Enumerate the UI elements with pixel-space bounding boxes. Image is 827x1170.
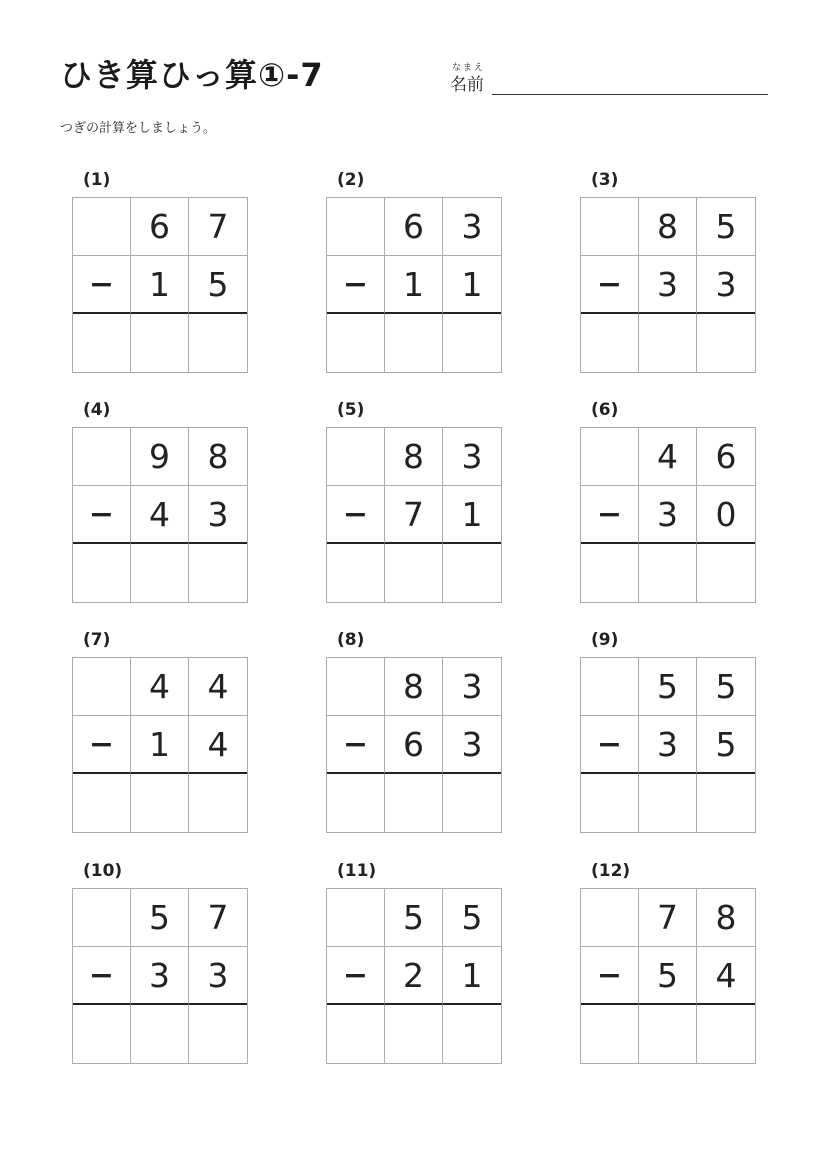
subtrahend-ones: 1 bbox=[443, 486, 501, 544]
instruction-text: つぎの計算をしましょう。 bbox=[60, 121, 217, 136]
answer-ones-cell[interactable] bbox=[443, 774, 501, 832]
answer-ones-cell[interactable] bbox=[189, 314, 247, 372]
answer-hundreds-cell[interactable] bbox=[327, 314, 385, 372]
name-ruby: なまえ bbox=[452, 63, 486, 73]
answer-tens-cell[interactable] bbox=[131, 544, 189, 602]
answer-ones-cell[interactable] bbox=[443, 1005, 501, 1063]
empty-cell bbox=[581, 428, 639, 486]
calculation-grid bbox=[326, 197, 502, 373]
answer-tens-cell[interactable] bbox=[385, 774, 443, 832]
subtrahend-ones: 3 bbox=[189, 947, 247, 1005]
subtrahend-tens: 2 bbox=[385, 947, 443, 1005]
problem-label: (3) bbox=[591, 170, 619, 190]
answer-tens-cell[interactable] bbox=[639, 314, 697, 372]
name-field bbox=[450, 60, 770, 100]
answer-hundreds-cell[interactable] bbox=[581, 544, 639, 602]
problem-label: (7) bbox=[83, 630, 111, 650]
problem-label: (9) bbox=[591, 630, 619, 650]
minus-operator: − bbox=[327, 256, 385, 314]
minus-operator: − bbox=[327, 716, 385, 774]
subtrahend-tens: 1 bbox=[131, 716, 189, 774]
minus-operator: − bbox=[73, 486, 131, 544]
answer-hundreds-cell[interactable] bbox=[73, 544, 131, 602]
minuend-tens: 8 bbox=[639, 198, 697, 256]
minuend-tens: 8 bbox=[385, 428, 443, 486]
subtrahend-ones: 4 bbox=[189, 716, 247, 774]
subtrahend-ones: 3 bbox=[443, 716, 501, 774]
empty-cell bbox=[73, 428, 131, 486]
minuend-tens: 8 bbox=[385, 658, 443, 716]
minuend-tens: 9 bbox=[131, 428, 189, 486]
calculation-grid bbox=[326, 888, 502, 1064]
subtrahend-ones: 3 bbox=[697, 256, 755, 314]
subtrahend-tens: 5 bbox=[639, 947, 697, 1005]
empty-cell bbox=[73, 658, 131, 716]
minus-operator: − bbox=[581, 486, 639, 544]
calculation-grid bbox=[580, 657, 756, 833]
minuend-ones: 8 bbox=[697, 889, 755, 947]
subtrahend-ones: 4 bbox=[697, 947, 755, 1005]
minus-operator: − bbox=[327, 486, 385, 544]
empty-cell bbox=[327, 198, 385, 256]
answer-tens-cell[interactable] bbox=[131, 774, 189, 832]
subtrahend-tens: 7 bbox=[385, 486, 443, 544]
answer-ones-cell[interactable] bbox=[443, 544, 501, 602]
calculation-grid bbox=[580, 888, 756, 1064]
minus-operator: − bbox=[581, 716, 639, 774]
subtrahend-tens: 3 bbox=[639, 486, 697, 544]
problem-label: (11) bbox=[337, 861, 377, 881]
answer-tens-cell[interactable] bbox=[639, 774, 697, 832]
subtrahend-ones: 3 bbox=[189, 486, 247, 544]
subtrahend-ones: 5 bbox=[189, 256, 247, 314]
answer-hundreds-cell[interactable] bbox=[581, 774, 639, 832]
minus-operator: − bbox=[581, 947, 639, 1005]
empty-cell bbox=[327, 658, 385, 716]
subtrahend-tens: 3 bbox=[639, 256, 697, 314]
problem-label: (4) bbox=[83, 400, 111, 420]
problem-label: (12) bbox=[591, 861, 631, 881]
answer-hundreds-cell[interactable] bbox=[73, 1005, 131, 1063]
problem-label: (2) bbox=[337, 170, 365, 190]
minus-operator: − bbox=[581, 256, 639, 314]
minuend-tens: 6 bbox=[385, 198, 443, 256]
minus-operator: − bbox=[327, 947, 385, 1005]
minuend-ones: 5 bbox=[697, 658, 755, 716]
worksheet-title: ひき算ひっ算①-7 bbox=[60, 56, 324, 94]
minuend-ones: 3 bbox=[443, 198, 501, 256]
answer-ones-cell[interactable] bbox=[697, 544, 755, 602]
name-write-line[interactable] bbox=[492, 94, 768, 95]
answer-ones-cell[interactable] bbox=[189, 544, 247, 602]
minuend-tens: 4 bbox=[131, 658, 189, 716]
subtrahend-ones: 0 bbox=[697, 486, 755, 544]
minus-operator: − bbox=[73, 947, 131, 1005]
problem-label: (8) bbox=[337, 630, 365, 650]
calculation-grid bbox=[580, 427, 756, 603]
answer-ones-cell[interactable] bbox=[189, 1005, 247, 1063]
minuend-tens: 5 bbox=[639, 658, 697, 716]
empty-cell bbox=[73, 198, 131, 256]
answer-tens-cell[interactable] bbox=[131, 1005, 189, 1063]
answer-tens-cell[interactable] bbox=[639, 544, 697, 602]
calculation-grid bbox=[580, 197, 756, 373]
answer-ones-cell[interactable] bbox=[443, 314, 501, 372]
problem-label: (6) bbox=[591, 400, 619, 420]
problem-label: (10) bbox=[83, 861, 123, 881]
minuend-ones: 3 bbox=[443, 658, 501, 716]
subtrahend-tens: 1 bbox=[131, 256, 189, 314]
answer-hundreds-cell[interactable] bbox=[73, 314, 131, 372]
answer-ones-cell[interactable] bbox=[697, 1005, 755, 1063]
subtrahend-tens: 4 bbox=[131, 486, 189, 544]
answer-hundreds-cell[interactable] bbox=[581, 314, 639, 372]
answer-tens-cell[interactable] bbox=[385, 1005, 443, 1063]
answer-tens-cell[interactable] bbox=[385, 544, 443, 602]
answer-hundreds-cell[interactable] bbox=[73, 774, 131, 832]
name-label: 名前 bbox=[450, 75, 484, 95]
subtrahend-ones: 1 bbox=[443, 256, 501, 314]
subtrahend-tens: 3 bbox=[131, 947, 189, 1005]
calculation-grid bbox=[72, 197, 248, 373]
subtrahend-tens: 1 bbox=[385, 256, 443, 314]
minuend-ones: 4 bbox=[189, 658, 247, 716]
minuend-ones: 3 bbox=[443, 428, 501, 486]
subtrahend-tens: 6 bbox=[385, 716, 443, 774]
problem-label: (1) bbox=[83, 170, 111, 190]
empty-cell bbox=[327, 428, 385, 486]
calculation-grid bbox=[326, 427, 502, 603]
subtrahend-tens: 3 bbox=[639, 716, 697, 774]
calculation-grid bbox=[326, 657, 502, 833]
minuend-tens: 5 bbox=[385, 889, 443, 947]
minuend-ones: 7 bbox=[189, 889, 247, 947]
answer-ones-cell[interactable] bbox=[697, 314, 755, 372]
minuend-tens: 5 bbox=[131, 889, 189, 947]
empty-cell bbox=[581, 198, 639, 256]
minus-operator: − bbox=[73, 256, 131, 314]
calculation-grid bbox=[72, 427, 248, 603]
answer-tens-cell[interactable] bbox=[131, 314, 189, 372]
minuend-ones: 5 bbox=[697, 198, 755, 256]
minuend-ones: 7 bbox=[189, 198, 247, 256]
calculation-grid bbox=[72, 888, 248, 1064]
answer-tens-cell[interactable] bbox=[639, 1005, 697, 1063]
answer-hundreds-cell[interactable] bbox=[327, 774, 385, 832]
problem-label: (5) bbox=[337, 400, 365, 420]
empty-cell bbox=[581, 889, 639, 947]
answer-hundreds-cell[interactable] bbox=[327, 1005, 385, 1063]
subtrahend-ones: 5 bbox=[697, 716, 755, 774]
minuend-tens: 6 bbox=[131, 198, 189, 256]
empty-cell bbox=[327, 889, 385, 947]
empty-cell bbox=[581, 658, 639, 716]
answer-hundreds-cell[interactable] bbox=[327, 544, 385, 602]
minus-operator: − bbox=[73, 716, 131, 774]
minuend-ones: 6 bbox=[697, 428, 755, 486]
calculation-grid bbox=[72, 657, 248, 833]
minuend-ones: 8 bbox=[189, 428, 247, 486]
empty-cell bbox=[73, 889, 131, 947]
minuend-ones: 5 bbox=[443, 889, 501, 947]
subtrahend-ones: 1 bbox=[443, 947, 501, 1005]
answer-ones-cell[interactable] bbox=[189, 774, 247, 832]
answer-hundreds-cell[interactable] bbox=[581, 1005, 639, 1063]
minuend-tens: 4 bbox=[639, 428, 697, 486]
minuend-tens: 7 bbox=[639, 889, 697, 947]
answer-ones-cell[interactable] bbox=[697, 774, 755, 832]
answer-tens-cell[interactable] bbox=[385, 314, 443, 372]
